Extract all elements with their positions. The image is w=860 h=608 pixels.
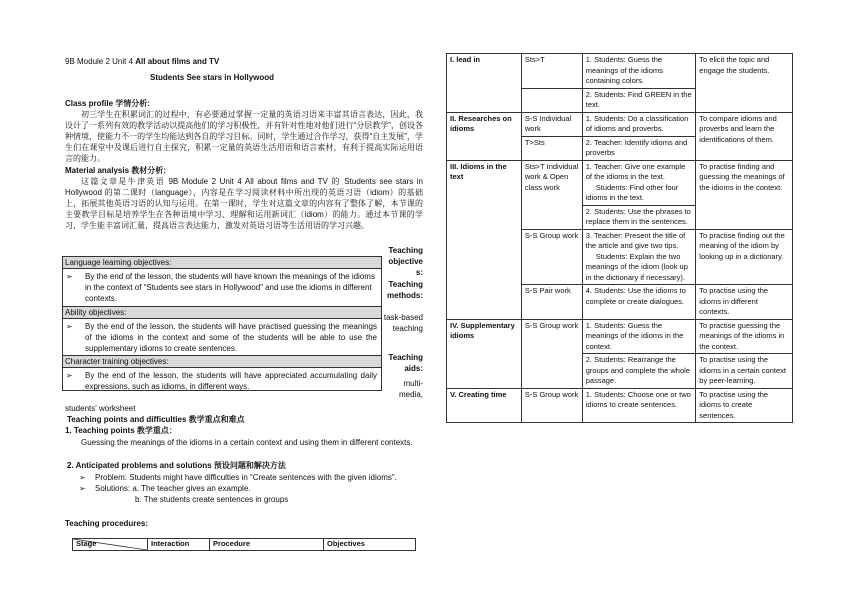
ability-objectives-text: By the end of the lesson, the students will have practised guessing the meanings of the idioms in the context and some of the students will be able to use the supplementary idioms to create sentences. (85, 322, 377, 353)
solutions-b-text: b. The students create sentences in groups (135, 495, 289, 504)
interaction-cell (521, 88, 582, 112)
students-worksheet: students' worksheet (65, 404, 136, 413)
solutions-line (79, 483, 251, 494)
character-objectives-text: By the end of the lesson, the students will have appreciated accumulating daily expressions, such as idioms, in different ways. (85, 371, 377, 391)
stage-cell: IV. Supplementary idioms (447, 319, 522, 388)
problem-text: Problem: Students might have difficulties in “Create sentences with the given idioms”. (95, 473, 397, 482)
language-objectives-header: Language learning objectives: (63, 257, 381, 269)
table-row (447, 112, 793, 136)
bullet-arrow-icon: ➢ (79, 484, 86, 493)
stage-cell: I. lead in (447, 54, 522, 113)
objective-cell: To practise finding out the meaning of the idiom by looking up in a dictionary. (696, 229, 793, 285)
objective-cell: To practise using the idioms in a certain context by peer-learning. (696, 354, 793, 389)
class-profile-text: 初三学生在积累词汇的过程中，有必要通过掌握一定量的英语习语来丰富其语言表达，因此，我设计了一系列有效的教学活动以提高他们的学习积极性，并有针对性地对他们进行“分层教学”，创设各种情境，使能力不一的学生均能达到各自的学习目标。同时，学生通过合作学习，获得“自主发展”，学生们在课堂中及课后进行自主探究，积累一定量的英语生活用语和语言素材，有利于提高实际运用语言的能力。 (65, 110, 423, 163)
interaction-cell: S-S Group work (521, 229, 582, 285)
teaching-objectives-label: Teaching objectives: (388, 246, 423, 277)
objective-cell: To elicit the topic and engage the students. (696, 54, 793, 113)
bullet-arrow-icon: ➢ (66, 272, 73, 281)
interaction-cell: T>Sts (521, 136, 582, 160)
solutions-text: Solutions: a. The teacher gives an example. (95, 484, 251, 493)
teaching-aids-value: multi-media, (398, 379, 423, 399)
interaction-cell: Sts>T Individual work & Open class work (521, 160, 582, 229)
objective-cell: To practise guessing the meanings of the idioms in the context. (696, 319, 793, 354)
character-objectives-header: Character training objectives: (63, 356, 381, 368)
col-objectives: Objectives (327, 539, 365, 548)
unit-title: 9B Module 2 Unit 4 All about films and TV (65, 57, 220, 66)
stage-cell: V. Creating time (447, 388, 522, 423)
col-stage: Stage (76, 539, 97, 548)
table-row (447, 54, 793, 89)
class-profile-heading: Class profile 学情分析: (65, 99, 150, 108)
procedure-cell: 1. Students: Guess the meanings of the idioms in the context. (582, 319, 696, 354)
material-analysis-heading: Material analysis 教材分析: (65, 166, 166, 175)
teaching-aids-label: Teaching aids: (388, 353, 423, 373)
objectives-table (62, 256, 382, 391)
procedure-text: Students: Find other four idioms in the text. (585, 182, 679, 202)
procedure-text: 1. Teacher: Give one example of the idioms in the text. (585, 161, 686, 181)
interaction-cell: S-S Individual work (521, 112, 582, 136)
procedure-cell: 2. Teacher: Identify idioms and proverbs (582, 136, 696, 160)
objective-cell: To practise using the idioms in different contexts. (696, 285, 793, 320)
procedure-cell (582, 229, 696, 285)
anticipated-problems-heading: 2. Anticipated problems and solutions 预设问题和解决方法 (67, 461, 286, 470)
teaching-procedures-heading: Teaching procedures: (65, 519, 148, 528)
col-interaction: Interaction (151, 539, 190, 548)
procedures-header-table (72, 538, 416, 551)
stage-cell: III. Idioms in the text (447, 160, 522, 319)
objective-cell: To practise using the idioms to create sentences. (696, 388, 793, 423)
bullet-arrow-icon: ➢ (79, 473, 86, 482)
procedures-table (446, 53, 793, 423)
procedure-cell: 4. Students: Use the idioms to complete or create dialogues. (582, 285, 696, 320)
interaction-cell: S-S Pair work (521, 285, 582, 320)
procedure-cell: 1. Students: Choose one or two idioms to create sentences. (582, 388, 696, 423)
procedure-cell: 1. Students: Guess the meanings of the idioms containing colors. (582, 54, 696, 89)
table-row (447, 319, 793, 354)
procedure-cell (582, 160, 696, 205)
objective-cell: To compare idioms and proverbs and learn the identifications of them. (696, 112, 793, 160)
language-objectives-text: By the end of the lesson, the students will have known the meanings of the idioms in the context of “Students see stars in Hollywood” and use the idioms in different contexts. (85, 272, 375, 303)
teaching-methods-label: Teaching methods: (387, 280, 423, 300)
col-procedure: Procedure (213, 539, 251, 548)
material-analysis-text: 这篇文章是牛津英语 9B Module 2 Unit 4 All about films and TV 的 Students see stars in Hollywood 的第二课时（language），内容是在学习阅读材料中所出现的英语习语（idiom）的基础上，拓展其他英语习语的认知与运用。在第一课时，学生对这篇文章的内容有了整体了解，本节课的主要教学目标是培养学生在各种语境中学习、理解和运用新词汇（idiom）的能力。通过本节课的学习，学生能丰富词汇量，提高语言表达能力，激发对英语习语等生活用语的学习兴趣。 (65, 177, 423, 230)
procedure-cell: 2. Students: Rearrange the groups and complete the whole passage. (582, 354, 696, 389)
interaction-cell: S-S Group work (521, 388, 582, 423)
bullet-arrow-icon: ➢ (66, 322, 73, 331)
objective-cell: To practise finding and guessing the meanings of the idioms in the context. (696, 160, 793, 229)
stage-cell: II. Researches on idioms (447, 112, 522, 160)
interaction-cell: S-S Group work (521, 319, 582, 388)
language-objectives-row (63, 269, 381, 307)
teaching-points-heading: Teaching points and difficulties 教学重点和难点 (67, 415, 245, 424)
bullet-arrow-icon: ➢ (66, 371, 73, 380)
procedure-text: 3. Teacher: Present the title of the article and give two tips. (585, 230, 686, 250)
teaching-points-subheading: 1. Teaching points 教学重点： (65, 426, 177, 435)
procedure-cell: 1. Students: Do a classification of idioms and proverbs. (582, 112, 696, 136)
lesson-subtitle: Students See stars in Hollywood (150, 73, 275, 82)
ability-objectives-row (63, 319, 381, 356)
interaction-cell: Sts>T (521, 54, 582, 89)
problem-line (79, 472, 397, 483)
procedure-text: Students: Explain the two meanings of the idiom (look up in the dictionary if necessary). (585, 251, 688, 282)
teaching-methods-value: task-based teaching (383, 313, 423, 333)
teaching-points-text: Guessing the meanings of the idioms in a certain context and using them in different contexts. (81, 438, 413, 447)
table-row (447, 388, 793, 423)
table-row (447, 160, 793, 205)
procedure-cell: 2. Students: Find GREEN in the text. (582, 88, 696, 112)
character-objectives-row (63, 368, 381, 394)
procedure-cell: 2. Students: Use the phrases to replace them in the sentences. (582, 205, 696, 229)
ability-objectives-header: Ability objectives: (63, 307, 381, 319)
